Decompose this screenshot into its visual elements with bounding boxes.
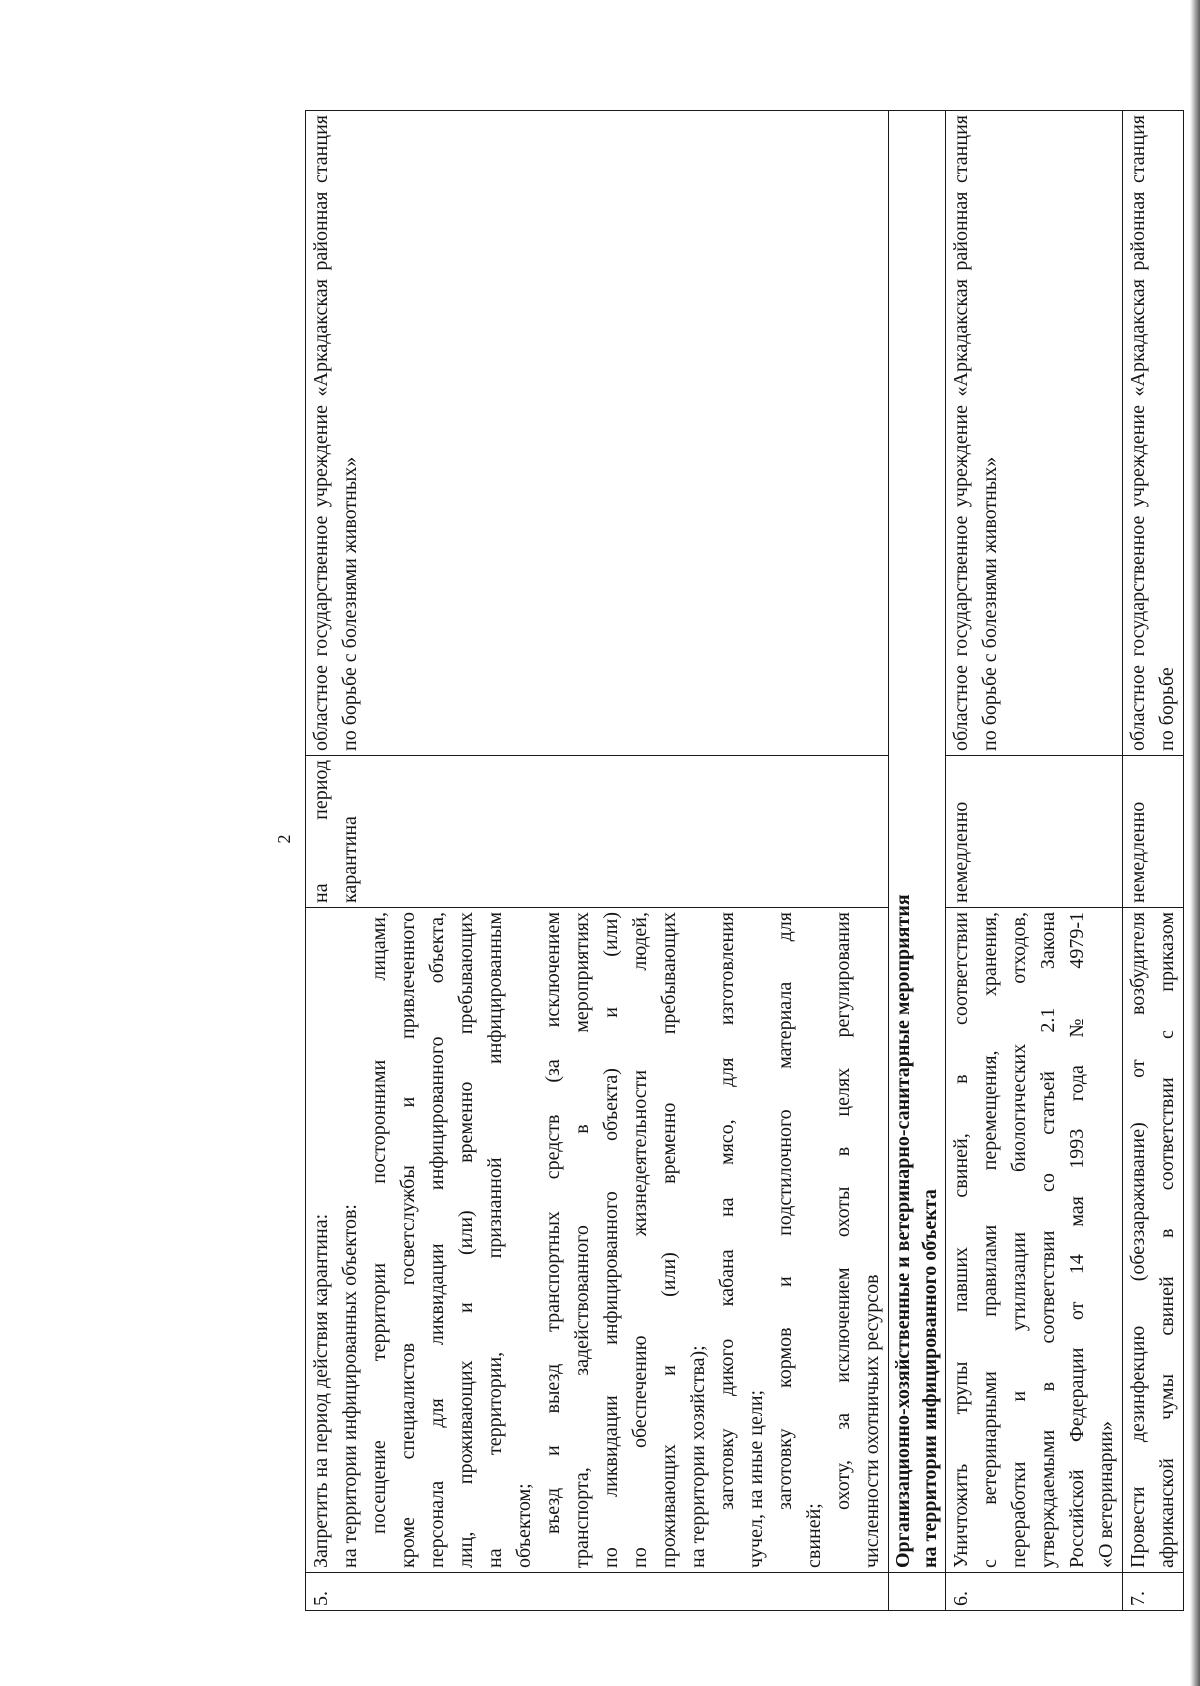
measure-line: «О ветеринарии» — [1095, 1421, 1117, 1568]
measure-line: посещение территории посторонними лицами, — [368, 912, 390, 1534]
measures-table — [305, 110, 1184, 1611]
row-number: 7. — [1123, 1573, 1184, 1611]
measure-line: объектом; — [513, 1483, 535, 1568]
measure-line: Уничтожить трупы павших свиней, в соответствии — [950, 912, 972, 1568]
section-number-cell — [889, 1573, 946, 1611]
measure-line: кроме специалистов госветслужбы и привлеченного — [397, 912, 419, 1568]
section-heading — [889, 111, 946, 1573]
executor-cell: областное государственное учреждение «Аркадакская районная станция по борьбе — [1123, 111, 1184, 756]
row-number: 6. — [946, 1573, 1123, 1611]
measure-line: на территории, признанной инфицированным — [484, 912, 506, 1568]
measure-cell — [946, 908, 1123, 1573]
measure-line: переработки и утилизации биологических отходов, — [1008, 912, 1030, 1568]
measure-line: транспорта, задействованного в мероприятиях — [571, 912, 593, 1568]
measure-line: численности охотничьих ресурсов — [861, 1274, 883, 1568]
term-cell: на период карантина — [306, 756, 889, 908]
measure-line: на территории инфицированных объектов: — [339, 1204, 361, 1568]
section-heading-line: на территории инфицированного объекта — [919, 1189, 941, 1568]
executor-cell: областное государственное учреждение «Аркадакская районная станция по борьбе с болезнями животных» — [306, 111, 889, 756]
measure-line: по обеспечению жизнедеятельности людей, — [629, 912, 651, 1568]
section-row — [889, 111, 946, 1611]
measure-line: чучел, на иные цели; — [745, 1389, 767, 1568]
measure-line: Провести дезинфекцию (обеззараживание) от возбудителя — [1127, 912, 1149, 1568]
measure-line: утверждаемыми в соответствии со статьей 2.1 Закона — [1037, 912, 1059, 1568]
measure-line: Российской Федерации от 14 мая 1993 года № 4979-1 — [1066, 912, 1088, 1568]
table-row — [1123, 111, 1184, 1611]
executor-cell: областное государственное учреждение «Аркадакская районная станция по борьбе с болезнями животных» — [946, 111, 1123, 756]
rotated-page — [180, 75, 1180, 1611]
section-heading-line: Организационно-хозяйственные и ветеринарно-санитарные мероприятия — [892, 894, 914, 1568]
measure-line: въезд и выезд транспортных средств (за исключением — [542, 912, 564, 1534]
measure-line: свиней; — [803, 1503, 825, 1568]
measure-cell — [1123, 908, 1184, 1573]
table-row — [306, 111, 889, 1611]
measure-line: по ликвидации инфицированного объекта) и (или) — [600, 912, 622, 1568]
measure-line: заготовку дикого кабана на мясо, для изготовления — [716, 912, 738, 1510]
measure-line: африканской чумы свиней в соответствии с приказом — [1156, 912, 1178, 1568]
measure-line: с ветеринарными правилами перемещения, хранения, — [979, 912, 1001, 1568]
measure-line: на территории хозяйства); — [687, 1345, 709, 1568]
page-number: 2 — [274, 834, 294, 844]
measure-line: лиц, проживающих и (или) временно пребывающих — [455, 912, 477, 1568]
scan-edge-shadow — [1190, 0, 1200, 1686]
measure-cell — [306, 908, 889, 1573]
measure-line: проживающих и (или) временно пребывающих — [658, 912, 680, 1568]
row-number: 5. — [306, 1573, 889, 1611]
table-row — [946, 111, 1123, 1611]
measure-line: охоту, за исключением охоты в целях регулирования — [832, 912, 854, 1510]
term-cell: немедленно — [1123, 756, 1184, 908]
measure-line: Запретить на период действия карантина: — [310, 1213, 332, 1568]
measure-line: персонала для ликвидации инфицированного объекта, — [426, 912, 448, 1568]
measure-line: заготовку кормов и подстилочного материала для — [774, 912, 796, 1510]
term-cell: немедленно — [946, 756, 1123, 908]
